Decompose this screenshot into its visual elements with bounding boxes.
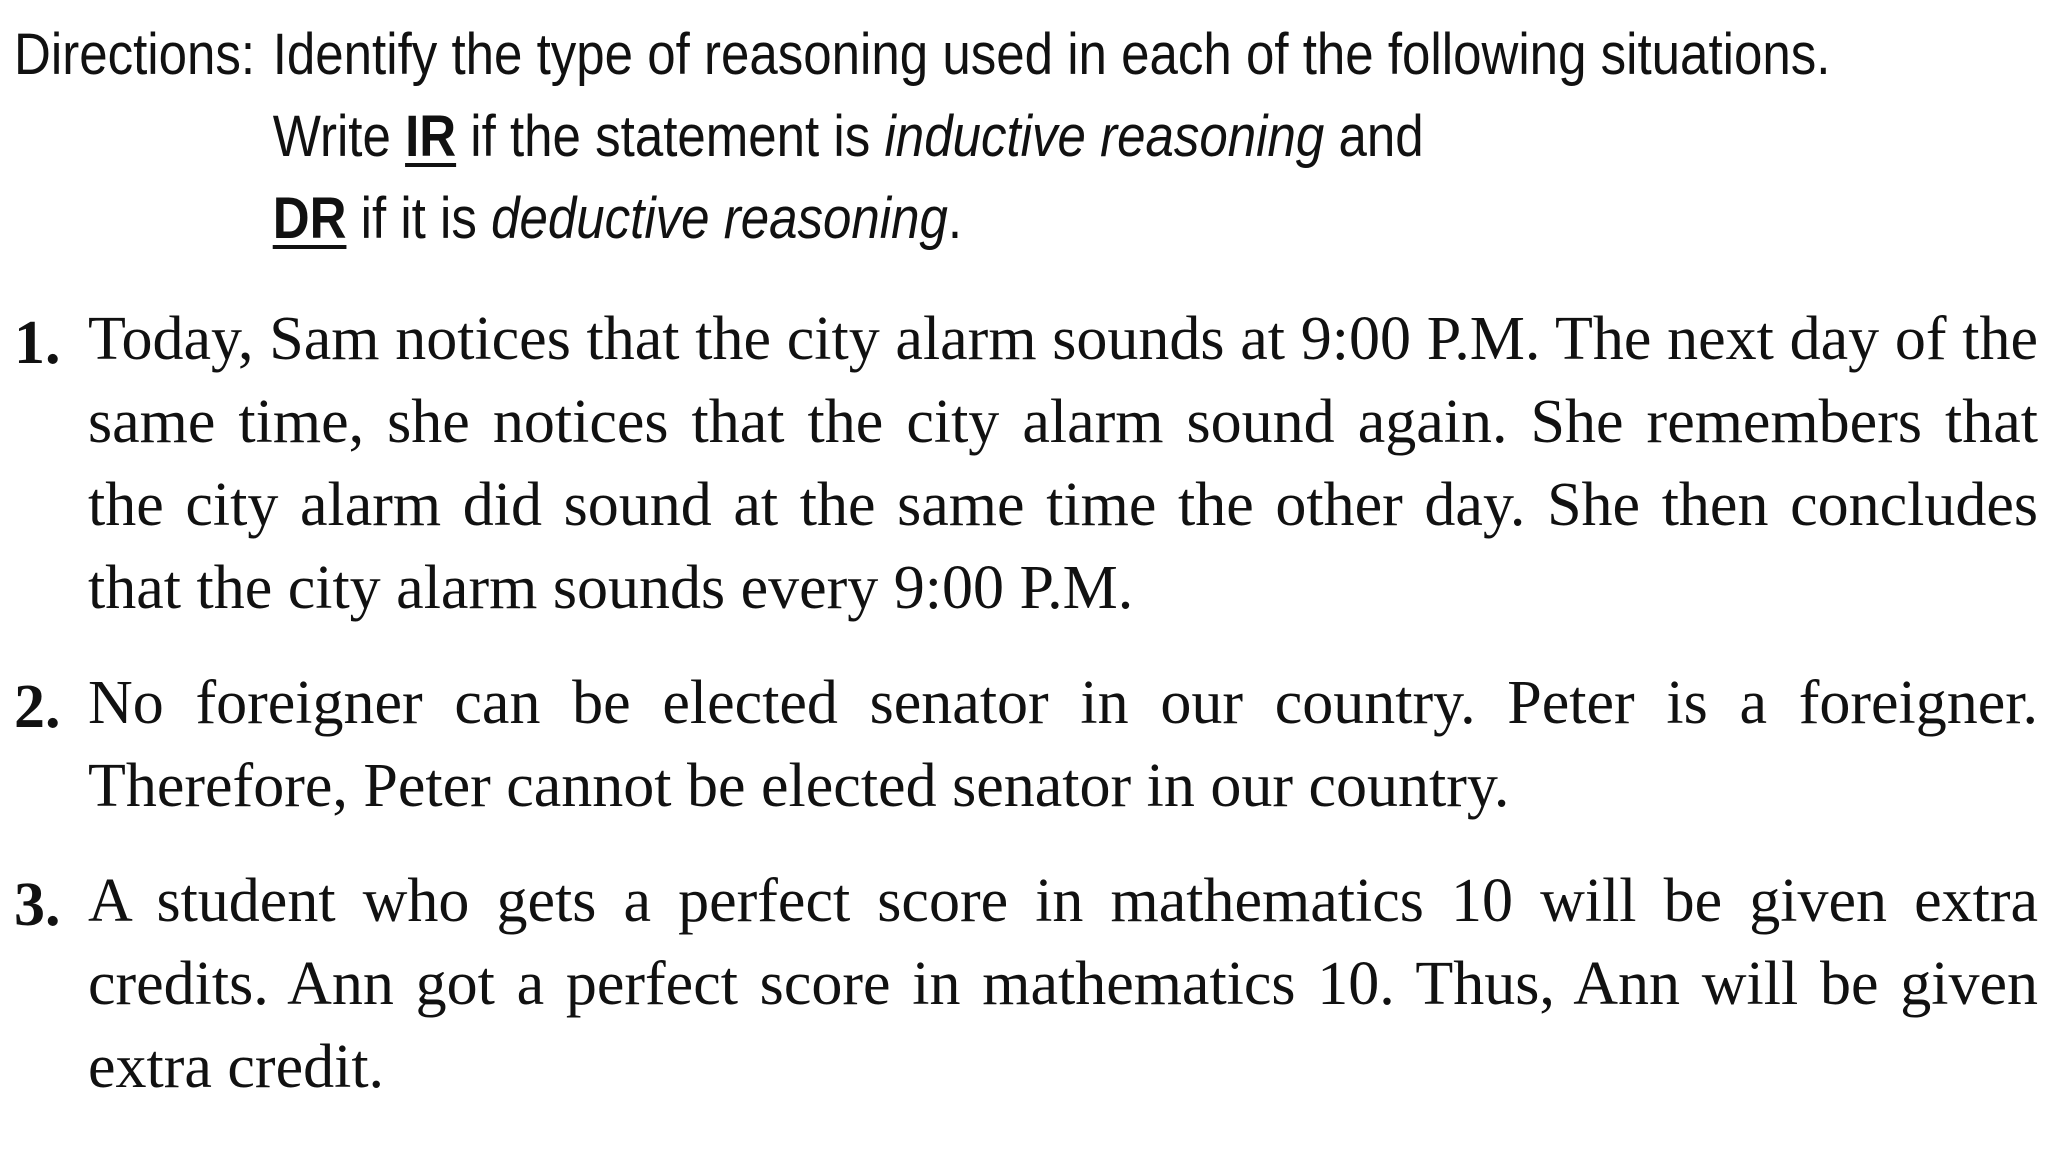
question-item-1 [0, 298, 2048, 630]
directions-dr-text: if it is [346, 186, 492, 251]
directions-period: . [947, 186, 963, 251]
directions-write-text: Write [272, 104, 406, 169]
ir-code: IR [405, 104, 457, 169]
dr-code: DR [272, 186, 347, 251]
question-text: A student who gets a perfect score in mathematics 10 will be given extra credits. Ann got a perfect score in mathematics 10. Thus, Ann will be given extra credit. [88, 867, 2038, 1101]
question-list [0, 298, 2048, 1141]
question-number: 2. [14, 673, 61, 741]
directions-instruction: Identify the type of reasoning used in each of the following situations. [272, 22, 1831, 87]
question-item-3 [0, 860, 2048, 1109]
directions-block [14, 14, 1831, 260]
question-text: No foreigner can be elected senator in our country. Peter is a foreigner. Therefore, Peter cannot be elected senator in our country. [88, 669, 2038, 820]
deductive-term: deductive reasoning [491, 186, 948, 251]
question-text: Today, Sam notices that the city alarm sounds at 9:00 P.M. The next day of the same time, she notices that the city alarm sound again. She remembers that the city alarm did sound at the same time the other day. She then concludes that the city alarm sounds every 9:00 P.M. [88, 305, 2038, 622]
directions-line-1 [14, 14, 1831, 96]
directions-ir-text: if the statement is [456, 104, 885, 169]
directions-and-text: and [1324, 104, 1424, 169]
directions-line-3 [14, 178, 1783, 260]
question-number: 1. [14, 309, 61, 377]
question-item-2 [0, 662, 2048, 828]
directions-line-2 [14, 96, 1783, 178]
directions-label: Directions: [14, 22, 256, 87]
question-number: 3. [14, 871, 61, 939]
inductive-term: inductive reasoning [884, 104, 1325, 169]
